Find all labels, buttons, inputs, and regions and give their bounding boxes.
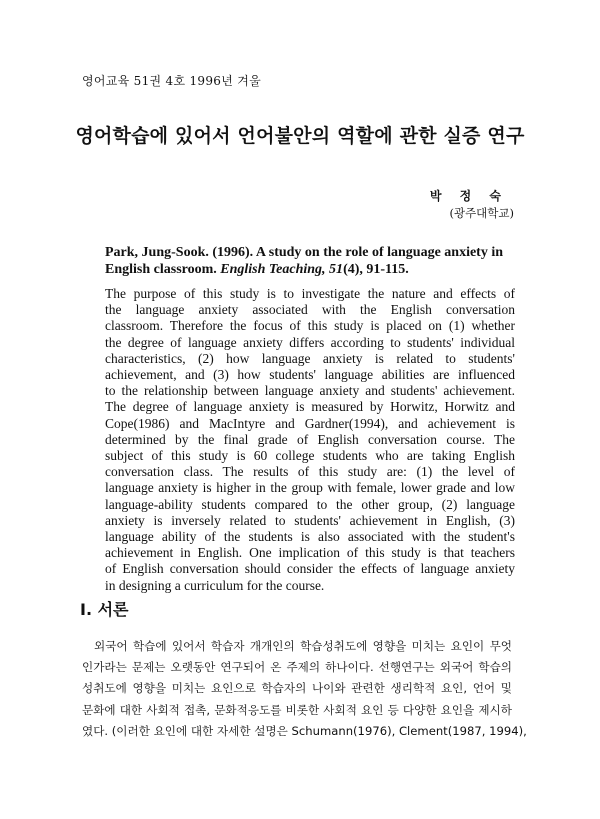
abstract	[105, 286, 515, 594]
abstract-line: conversation class. The results of this study are: (1) the level of	[105, 464, 515, 480]
journal-header: 영어교육 51권 4호 1996년 겨울	[82, 74, 262, 88]
section-body	[82, 636, 527, 742]
abstract-line: anxiety is inversely related to students' achievement in English, (3)	[105, 512, 515, 528]
abstract-line: of English conversation should consider the effects of language anxiety	[105, 561, 515, 577]
abstract-line: to the relationship between language anxiety and students' achievement.	[105, 383, 515, 399]
abstract-line: The purpose of this study is to investigate the nature and effects of	[105, 286, 515, 301]
body-line: 였다. (이러한 요인에 대한 자세한 설명은 Schumann(1976), Clement(1987, 1994),	[82, 723, 527, 738]
abstract-line: the degree of language anxiety differs according to students' individual	[105, 334, 515, 350]
abstract-line: language-ability students compared to the other group, (2) language	[105, 496, 515, 512]
abstract-line: determined by the final grade of English conversation course. The	[105, 431, 515, 447]
body-line: 인가라는 문제는 오랫동안 연구되어 온 주제의 하나이다. 선행연구는 외국어 학습의	[82, 660, 512, 675]
abstract-line: Cope(1986) and MacIntyre and Gardner(1994), and achievement is	[105, 415, 515, 431]
author-name: 박 정 숙	[429, 189, 508, 203]
citation-text: Park, Jung-Sook. (1996). A study on the role of language anxiety in English classroom.	[105, 245, 504, 277]
abstract-line: achievement, and (3) how students' language abilities are influenced	[105, 367, 515, 383]
abstract-line: classroom. Therefore the focus of this study is placed on (1) whether	[105, 318, 515, 334]
body-line: 문화에 대한 사회적 접촉, 문화적응도를 비롯한 사회적 요인 등 다양한 요인을 제시하	[82, 702, 512, 717]
abstract-line: language ability of the students is also associated with the student's	[105, 529, 515, 545]
abstract-line: the language anxiety associated with the English conversation	[105, 302, 515, 318]
author-affiliation: (광주대학교)	[449, 206, 514, 220]
citation-journal: English Teaching, 51	[220, 262, 344, 277]
citation-pages: (4), 91-115.	[343, 262, 409, 277]
abstract-line: achievement in English. One implication of this study is that teachers	[105, 545, 515, 561]
section-heading: I. 서론	[80, 600, 129, 619]
abstract-line: characteristics, (2) how language anxiety is related to students'	[105, 350, 515, 366]
citation	[105, 244, 525, 278]
abstract-line: subject of this study is 60 college students who are taking English	[105, 448, 515, 464]
paper-title: 영어학습에 있어서 언어불안의 역할에 관한 실증 연구	[75, 125, 525, 147]
body-line: 성취도에 영향을 미치는 요인으로 학습자의 나이와 관련한 생리학적 요인, 언어 및	[82, 681, 512, 696]
abstract-line: in designing a curriculum for the course.	[105, 577, 325, 593]
abstract-line: The degree of language anxiety is measured by Horwitz, Horwitz and	[105, 399, 515, 415]
body-line: 외국어 학습에 있어서 학습자 개개인의 학습성취도에 영향을 미치는 요인이 무엇	[94, 639, 512, 653]
abstract-line: language anxiety is higher in the group with female, lower grade and low	[105, 480, 515, 496]
